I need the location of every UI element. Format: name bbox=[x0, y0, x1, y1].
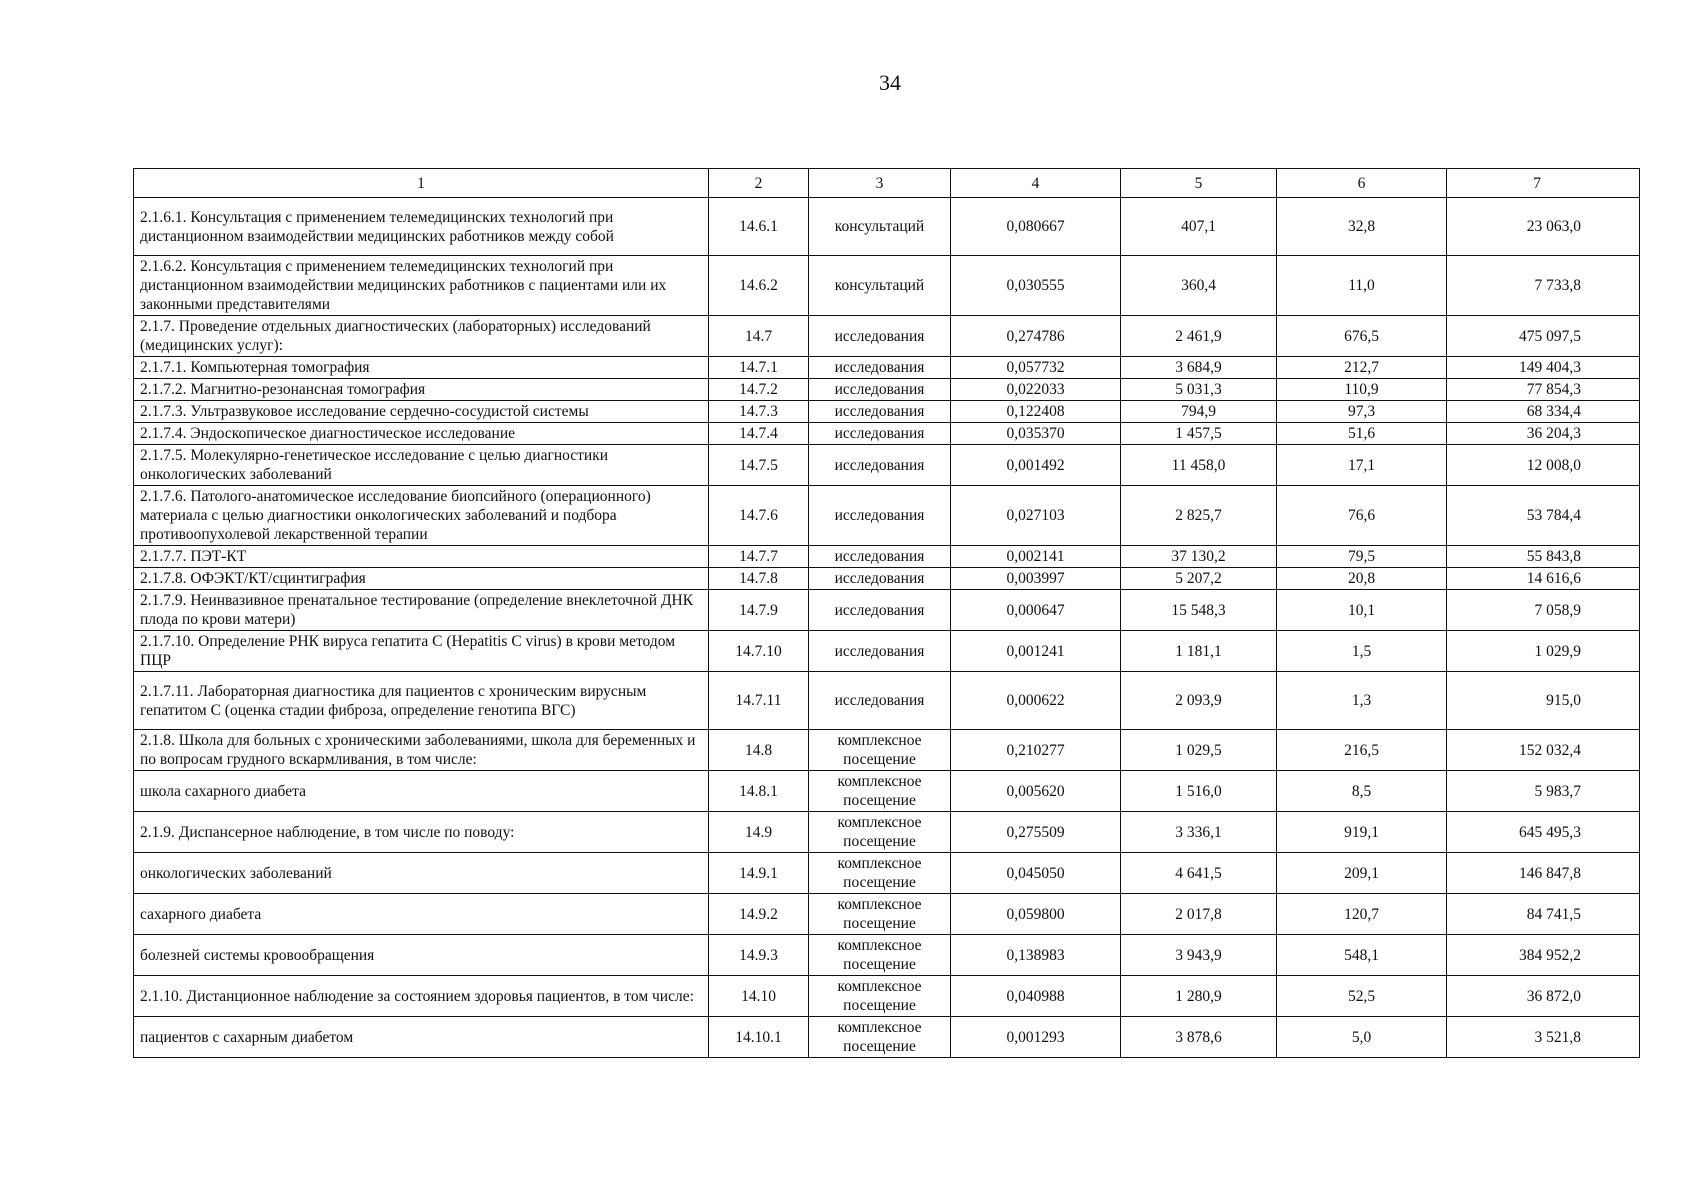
row-per-capita: 32,8 bbox=[1277, 198, 1447, 256]
row-per-capita: 52,5 bbox=[1277, 976, 1447, 1017]
row-code: 14.9 bbox=[709, 812, 809, 853]
row-code: 14.9.2 bbox=[709, 894, 809, 935]
row-name: 2.1.10. Дистанционное наблюдение за состоянием здоровья пациентов, в том числе: bbox=[134, 976, 709, 1017]
table-row bbox=[134, 672, 1640, 730]
row-norm: 0,000647 bbox=[951, 590, 1121, 631]
row-total: 7 733,8 bbox=[1447, 256, 1640, 316]
row-cost: 5 031,3 bbox=[1121, 379, 1277, 401]
row-cost: 3 684,9 bbox=[1121, 357, 1277, 379]
row-total: 68 334,4 bbox=[1447, 401, 1640, 423]
row-per-capita: 17,1 bbox=[1277, 445, 1447, 486]
row-total: 3 521,8 bbox=[1447, 1017, 1640, 1058]
row-unit: исследования bbox=[809, 631, 951, 672]
row-cost: 5 207,2 bbox=[1121, 568, 1277, 590]
row-name: онкологических заболеваний bbox=[134, 853, 709, 894]
row-per-capita: 76,6 bbox=[1277, 486, 1447, 546]
row-norm: 0,001492 bbox=[951, 445, 1121, 486]
table-row bbox=[134, 316, 1640, 357]
row-unit: консультаций bbox=[809, 198, 951, 256]
row-code: 14.9.1 bbox=[709, 853, 809, 894]
row-norm: 0,138983 bbox=[951, 935, 1121, 976]
row-unit: комплексное посещение bbox=[809, 853, 951, 894]
row-per-capita: 120,7 bbox=[1277, 894, 1447, 935]
table-row bbox=[134, 771, 1640, 812]
row-unit: комплексное посещение bbox=[809, 935, 951, 976]
row-code: 14.7.5 bbox=[709, 445, 809, 486]
row-total: 146 847,8 bbox=[1447, 853, 1640, 894]
row-name: 2.1.7.9. Неинвазивное пренатальное тестирование (определение внеклеточной ДНК плода по крови матери) bbox=[134, 590, 709, 631]
row-norm: 0,035370 bbox=[951, 423, 1121, 445]
row-name: 2.1.6.2. Консультация с применением телемедицинских технологий при дистанционном взаимодействии медицинских работников с пациентами или их законными представителями bbox=[134, 256, 709, 316]
row-unit: консультаций bbox=[809, 256, 951, 316]
row-per-capita: 919,1 bbox=[1277, 812, 1447, 853]
row-name: 2.1.7. Проведение отдельных диагностических (лабораторных) исследований (медицинских услуг): bbox=[134, 316, 709, 357]
row-unit: исследования bbox=[809, 401, 951, 423]
row-norm: 0,001293 bbox=[951, 1017, 1121, 1058]
row-total: 384 952,2 bbox=[1447, 935, 1640, 976]
column-header: 7 bbox=[1447, 169, 1640, 198]
table-header-row bbox=[134, 169, 1640, 198]
row-name: школа сахарного диабета bbox=[134, 771, 709, 812]
row-unit: исследования bbox=[809, 423, 951, 445]
row-cost: 2 017,8 bbox=[1121, 894, 1277, 935]
row-total: 77 854,3 bbox=[1447, 379, 1640, 401]
row-per-capita: 216,5 bbox=[1277, 730, 1447, 771]
row-cost: 794,9 bbox=[1121, 401, 1277, 423]
data-table bbox=[133, 168, 1640, 1058]
row-total: 5 983,7 bbox=[1447, 771, 1640, 812]
row-norm: 0,057732 bbox=[951, 357, 1121, 379]
page-number: 34 bbox=[879, 70, 901, 95]
row-cost: 1 457,5 bbox=[1121, 423, 1277, 445]
row-cost: 1 516,0 bbox=[1121, 771, 1277, 812]
row-code: 14.7.9 bbox=[709, 590, 809, 631]
table-row bbox=[134, 423, 1640, 445]
row-code: 14.7.4 bbox=[709, 423, 809, 445]
row-norm: 0,027103 bbox=[951, 486, 1121, 546]
row-per-capita: 8,5 bbox=[1277, 771, 1447, 812]
row-name: 2.1.8. Школа для больных с хроническими заболеваниями, школа для беременных и по вопросам грудного вскармливания, в том числе: bbox=[134, 730, 709, 771]
row-name: 2.1.7.5. Молекулярно-генетическое исследование с целью диагностики онкологических заболеваний bbox=[134, 445, 709, 486]
column-header: 6 bbox=[1277, 169, 1447, 198]
row-name: 2.1.7.7. ПЭТ-КТ bbox=[134, 546, 709, 568]
row-norm: 0,122408 bbox=[951, 401, 1121, 423]
table-row bbox=[134, 935, 1640, 976]
row-code: 14.7.8 bbox=[709, 568, 809, 590]
row-cost: 2 093,9 bbox=[1121, 672, 1277, 730]
row-unit: исследования bbox=[809, 445, 951, 486]
row-per-capita: 51,6 bbox=[1277, 423, 1447, 445]
row-unit: комплексное посещение bbox=[809, 1017, 951, 1058]
row-code: 14.10.1 bbox=[709, 1017, 809, 1058]
row-code: 14.7.11 bbox=[709, 672, 809, 730]
row-name: 2.1.7.1. Компьютерная томография bbox=[134, 357, 709, 379]
column-header: 4 bbox=[951, 169, 1121, 198]
row-code: 14.7 bbox=[709, 316, 809, 357]
row-total: 53 784,4 bbox=[1447, 486, 1640, 546]
row-code: 14.7.10 bbox=[709, 631, 809, 672]
row-name: 2.1.7.10. Определение РНК вируса гепатита С (Hepatitis C virus) в крови методом ПЦР bbox=[134, 631, 709, 672]
row-per-capita: 10,1 bbox=[1277, 590, 1447, 631]
table-row bbox=[134, 894, 1640, 935]
row-per-capita: 548,1 bbox=[1277, 935, 1447, 976]
row-total: 1 029,9 bbox=[1447, 631, 1640, 672]
row-code: 14.10 bbox=[709, 976, 809, 1017]
row-per-capita: 20,8 bbox=[1277, 568, 1447, 590]
row-norm: 0,022033 bbox=[951, 379, 1121, 401]
row-name: 2.1.7.8. ОФЭКТ/КТ/сцинтиграфия bbox=[134, 568, 709, 590]
row-total: 36 204,3 bbox=[1447, 423, 1640, 445]
row-unit: исследования bbox=[809, 379, 951, 401]
row-code: 14.9.3 bbox=[709, 935, 809, 976]
row-unit: комплексное посещение bbox=[809, 894, 951, 935]
row-code: 14.7.7 bbox=[709, 546, 809, 568]
table-row bbox=[134, 590, 1640, 631]
row-code: 14.7.3 bbox=[709, 401, 809, 423]
column-header: 3 bbox=[809, 169, 951, 198]
row-unit: исследования bbox=[809, 357, 951, 379]
row-code: 14.6.1 bbox=[709, 198, 809, 256]
row-cost: 15 548,3 bbox=[1121, 590, 1277, 631]
row-total: 55 843,8 bbox=[1447, 546, 1640, 568]
row-total: 475 097,5 bbox=[1447, 316, 1640, 357]
row-cost: 4 641,5 bbox=[1121, 853, 1277, 894]
table-row bbox=[134, 357, 1640, 379]
row-cost: 2 461,9 bbox=[1121, 316, 1277, 357]
row-per-capita: 209,1 bbox=[1277, 853, 1447, 894]
row-name: болезней системы кровообращения bbox=[134, 935, 709, 976]
table-row bbox=[134, 853, 1640, 894]
row-code: 14.7.6 bbox=[709, 486, 809, 546]
row-total: 14 616,6 bbox=[1447, 568, 1640, 590]
row-total: 36 872,0 bbox=[1447, 976, 1640, 1017]
row-norm: 0,040988 bbox=[951, 976, 1121, 1017]
row-cost: 3 878,6 bbox=[1121, 1017, 1277, 1058]
row-per-capita: 11,0 bbox=[1277, 256, 1447, 316]
row-per-capita: 79,5 bbox=[1277, 546, 1447, 568]
row-norm: 0,059800 bbox=[951, 894, 1121, 935]
row-cost: 1 280,9 bbox=[1121, 976, 1277, 1017]
row-name: 2.1.7.11. Лабораторная диагностика для пациентов с хроническим вирусным гепатитом С (оценка стадии фиброза, определение генотипа ВГС) bbox=[134, 672, 709, 730]
row-name: 2.1.7.3. Ультразвуковое исследование сердечно-сосудистой системы bbox=[134, 401, 709, 423]
row-unit: комплексное посещение bbox=[809, 976, 951, 1017]
row-cost: 407,1 bbox=[1121, 198, 1277, 256]
row-norm: 0,002141 bbox=[951, 546, 1121, 568]
row-unit: комплексное посещение bbox=[809, 812, 951, 853]
row-per-capita: 97,3 bbox=[1277, 401, 1447, 423]
table-row bbox=[134, 486, 1640, 546]
row-norm: 0,005620 bbox=[951, 771, 1121, 812]
row-name: 2.1.6.1. Консультация с применением телемедицинских технологий при дистанционном взаимодействии медицинских работников между собой bbox=[134, 198, 709, 256]
table-row bbox=[134, 401, 1640, 423]
row-norm: 0,210277 bbox=[951, 730, 1121, 771]
table-row bbox=[134, 812, 1640, 853]
row-total: 645 495,3 bbox=[1447, 812, 1640, 853]
row-code: 14.7.1 bbox=[709, 357, 809, 379]
row-total: 84 741,5 bbox=[1447, 894, 1640, 935]
table-row bbox=[134, 256, 1640, 316]
table-row bbox=[134, 546, 1640, 568]
row-name: сахарного диабета bbox=[134, 894, 709, 935]
row-unit: исследования bbox=[809, 672, 951, 730]
row-norm: 0,000622 bbox=[951, 672, 1121, 730]
row-total: 23 063,0 bbox=[1447, 198, 1640, 256]
row-code: 14.7.2 bbox=[709, 379, 809, 401]
row-per-capita: 5,0 bbox=[1277, 1017, 1447, 1058]
row-cost: 3 943,9 bbox=[1121, 935, 1277, 976]
row-name: 2.1.9. Диспансерное наблюдение, в том числе по поводу: bbox=[134, 812, 709, 853]
row-unit: исследования bbox=[809, 316, 951, 357]
row-unit: исследования bbox=[809, 486, 951, 546]
column-header: 5 bbox=[1121, 169, 1277, 198]
row-total: 915,0 bbox=[1447, 672, 1640, 730]
row-unit: исследования bbox=[809, 568, 951, 590]
row-code: 14.8.1 bbox=[709, 771, 809, 812]
row-total: 152 032,4 bbox=[1447, 730, 1640, 771]
row-total: 7 058,9 bbox=[1447, 590, 1640, 631]
table-row bbox=[134, 631, 1640, 672]
table-row bbox=[134, 445, 1640, 486]
row-unit: исследования bbox=[809, 546, 951, 568]
row-unit: комплексное посещение bbox=[809, 771, 951, 812]
table-row bbox=[134, 568, 1640, 590]
row-cost: 360,4 bbox=[1121, 256, 1277, 316]
row-cost: 1 181,1 bbox=[1121, 631, 1277, 672]
row-norm: 0,274786 bbox=[951, 316, 1121, 357]
table-row bbox=[134, 976, 1640, 1017]
row-name: 2.1.7.4. Эндоскопическое диагностическое исследование bbox=[134, 423, 709, 445]
row-per-capita: 110,9 bbox=[1277, 379, 1447, 401]
row-per-capita: 676,5 bbox=[1277, 316, 1447, 357]
column-header: 1 bbox=[134, 169, 709, 198]
table-row bbox=[134, 198, 1640, 256]
row-per-capita: 1,5 bbox=[1277, 631, 1447, 672]
row-name: 2.1.7.6. Патолого-анатомическое исследование биопсийного (операционного) материала с целью диагностики онкологических заболеваний и подбора противоопухолевой лекарственной терапии bbox=[134, 486, 709, 546]
row-unit: исследования bbox=[809, 590, 951, 631]
row-code: 14.8 bbox=[709, 730, 809, 771]
row-name: пациентов с сахарным диабетом bbox=[134, 1017, 709, 1058]
row-cost: 2 825,7 bbox=[1121, 486, 1277, 546]
row-norm: 0,080667 bbox=[951, 198, 1121, 256]
column-header: 2 bbox=[709, 169, 809, 198]
row-norm: 0,030555 bbox=[951, 256, 1121, 316]
row-norm: 0,003997 bbox=[951, 568, 1121, 590]
row-cost: 1 029,5 bbox=[1121, 730, 1277, 771]
row-per-capita: 212,7 bbox=[1277, 357, 1447, 379]
row-norm: 0,045050 bbox=[951, 853, 1121, 894]
row-cost: 3 336,1 bbox=[1121, 812, 1277, 853]
row-code: 14.6.2 bbox=[709, 256, 809, 316]
table-row bbox=[134, 379, 1640, 401]
table-row bbox=[134, 730, 1640, 771]
row-total: 12 008,0 bbox=[1447, 445, 1640, 486]
row-cost: 11 458,0 bbox=[1121, 445, 1277, 486]
row-norm: 0,001241 bbox=[951, 631, 1121, 672]
row-unit: комплексное посещение bbox=[809, 730, 951, 771]
row-total: 149 404,3 bbox=[1447, 357, 1640, 379]
row-name: 2.1.7.2. Магнитно-резонансная томография bbox=[134, 379, 709, 401]
table-row bbox=[134, 1017, 1640, 1058]
row-per-capita: 1,3 bbox=[1277, 672, 1447, 730]
row-norm: 0,275509 bbox=[951, 812, 1121, 853]
row-cost: 37 130,2 bbox=[1121, 546, 1277, 568]
